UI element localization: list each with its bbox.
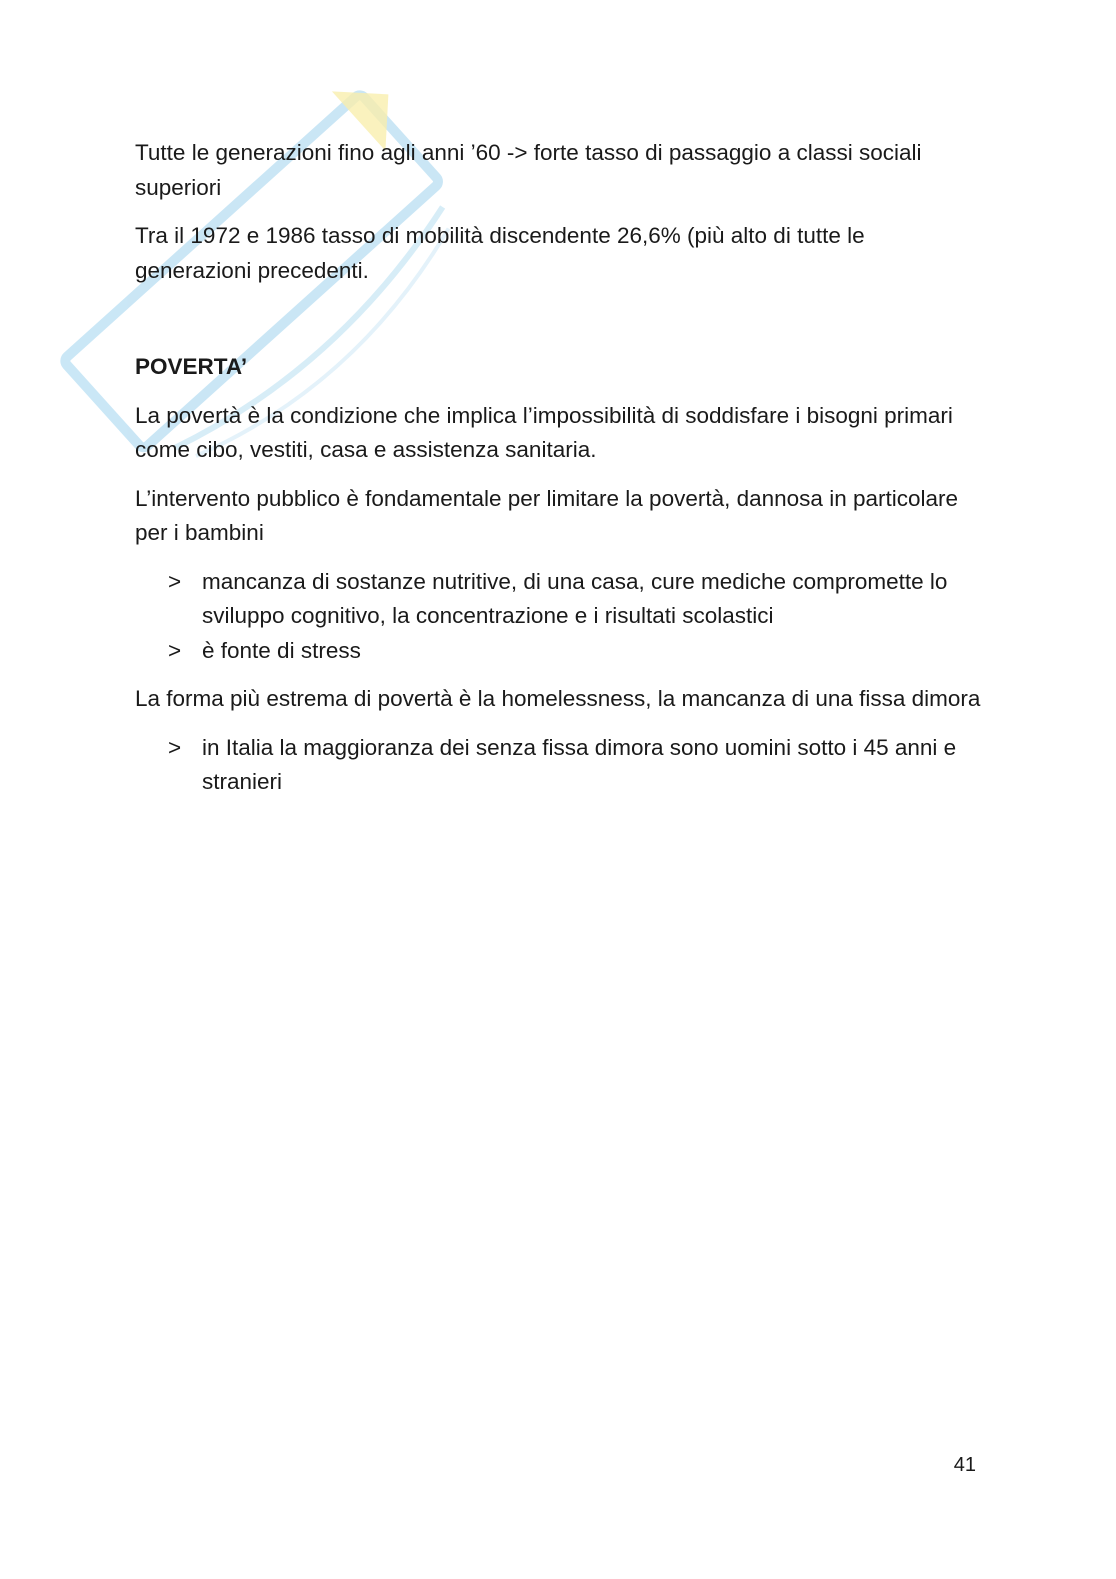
list-item [135,731,985,800]
bullet-list [135,565,985,669]
section-heading: POVERTA’ [135,354,248,379]
paragraph: Tutte le generazioni fino agli anni ’60 -> forte tasso di passaggio a classi sociali superiori [135,140,922,200]
list-item-text: in Italia la maggioranza dei senza fissa dimora sono uomini sotto i 45 anni e stranieri [202,734,957,794]
list-item-text: è fonte di stress [202,637,361,663]
bullet-marker: > [168,637,182,663]
bullet-marker: > [168,734,182,760]
page-number: 41 [953,1454,976,1476]
paragraph: Tra il 1972 e 1986 tasso di mobilità discendente 26,6% (più alto di tutte le generazioni precedenti. [135,223,865,283]
paragraph: La povertà è la condizione che implica l’impossibilità di soddisfare i bisogni primari come cibo, vestiti, casa e assistenza sanitaria. [135,402,953,462]
list-item-text: mancanza di sostanze nutritive, di una casa, cure mediche compromette lo sviluppo cognitivo, la concentrazione e i risultati scolastici [202,568,948,628]
paragraph: L’intervento pubblico è fondamentale per limitare la povertà, dannosa in particolare per i bambini [135,485,959,545]
bullet-marker: > [168,568,182,594]
spacer [135,302,985,350]
list-item [135,634,985,669]
document-body [135,136,985,814]
paragraph: La forma più estrema di povertà è la homelessness, la mancanza di una fissa dimora [135,686,981,711]
list-item [135,565,985,634]
bullet-list [135,731,985,800]
